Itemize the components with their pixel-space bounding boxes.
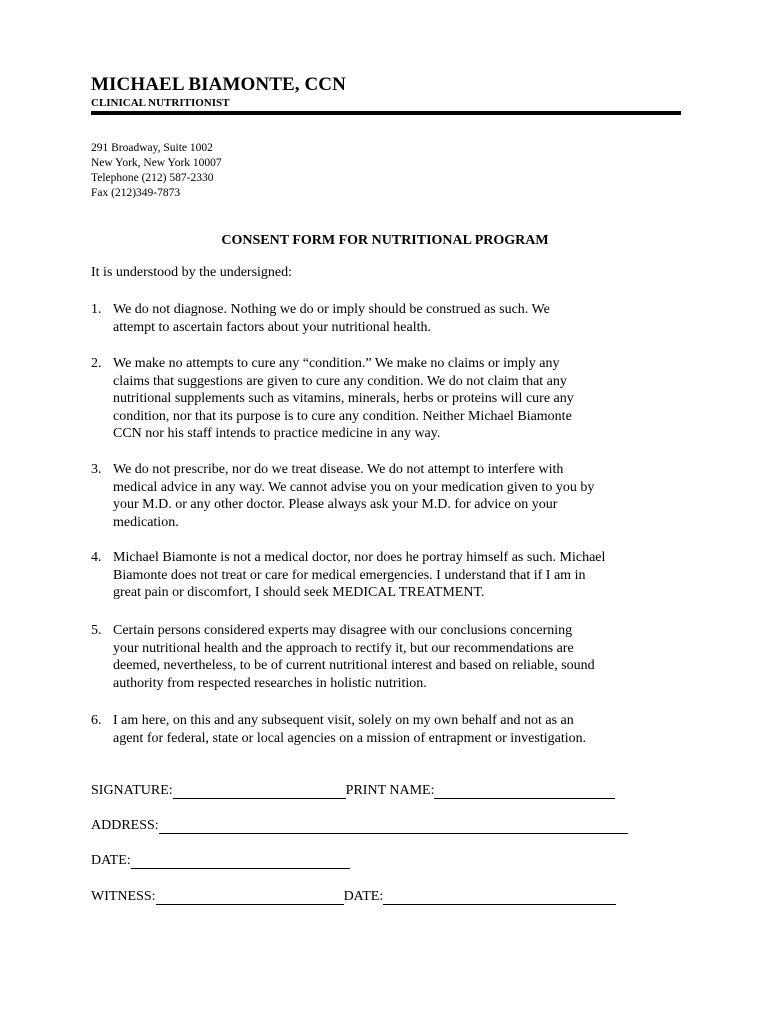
date-row	[91, 853, 350, 869]
address-fax: Fax (212)349-7873	[91, 187, 181, 199]
statement-line: your nutritional health and the approach to rectify it, but our recommendations are	[113, 640, 574, 656]
statement-line: great pain or discomfort, I should seek MEDICAL TREATMENT.	[113, 585, 485, 601]
statement-line: medication.	[113, 514, 179, 530]
statement-number: 3.	[91, 462, 102, 477]
address-label: ADDRESS:	[91, 818, 159, 833]
witness-row	[91, 889, 616, 905]
print-name-label: PRINT NAME:	[345, 783, 435, 798]
statement-number: 6.	[91, 713, 102, 728]
consent-statement-2	[91, 355, 574, 443]
statement-line: I am here, on this and any subsequent visit, solely on my own behalf and not as an	[113, 713, 574, 728]
witness-date-label: DATE:	[343, 889, 384, 904]
address-street: 291 Broadway, Suite 1002	[91, 142, 213, 154]
witness-date-field[interactable]	[383, 890, 616, 905]
consent-statement-4	[91, 549, 605, 602]
address-field[interactable]	[159, 819, 628, 834]
statement-line: medical advice in any way. We cannot advise you on your medication given to you by	[113, 479, 595, 495]
statement-line: condition, nor that its purpose is to cure any condition. Neither Michael Biamonte	[113, 408, 572, 424]
header-divider	[91, 111, 681, 115]
contact-address-block	[91, 141, 222, 201]
date-label: DATE:	[91, 853, 131, 868]
practitioner-title: CLINICAL NUTRITIONIST	[91, 97, 230, 109]
address-city: New York, New York 10007	[91, 157, 222, 169]
witness-label: WITNESS:	[91, 889, 156, 904]
address-row	[91, 818, 628, 834]
statement-line: claims that suggestions are given to cure any condition. We do not claim that any	[113, 373, 567, 389]
form-title: CONSENT FORM FOR NUTRITIONAL PROGRAM	[221, 233, 549, 248]
statement-line: We do not prescribe, nor do we treat disease. We do not attempt to interfere with	[113, 462, 564, 477]
signature-row	[91, 783, 615, 799]
statement-line: Michael Biamonte is not a medical doctor, nor does he portray himself as such. Michael	[113, 550, 606, 565]
statement-number: 4.	[91, 550, 102, 565]
statement-line: attempt to ascertain factors about your nutritional health.	[113, 319, 432, 335]
statement-line: agent for federal, state or local agencies on a mission of entrapment or investigation.	[113, 730, 587, 746]
practitioner-name: MICHAEL BIAMONTE, CCN	[91, 74, 346, 95]
witness-field[interactable]	[156, 890, 344, 905]
statement-number: 5.	[91, 623, 102, 638]
statement-line: We do not diagnose. Nothing we do or imply should be construed as such. We	[113, 302, 550, 317]
print-name-field[interactable]	[434, 784, 615, 799]
statement-line: Certain persons considered experts may disagree with our conclusions concerning	[113, 623, 573, 638]
form-intro: It is understood by the undersigned:	[91, 265, 293, 280]
signature-label: SIGNATURE:	[91, 783, 173, 798]
statement-number: 2.	[91, 356, 102, 371]
date-field[interactable]	[131, 854, 350, 869]
statement-line: Biamonte does not treat or care for medical emergencies. I understand that if I am in	[113, 567, 586, 583]
statement-number: 1.	[91, 302, 102, 317]
consent-statement-1	[91, 301, 550, 336]
statement-line: nutritional supplements such as vitamins, minerals, herbs or proteins will cure any	[113, 391, 574, 407]
statement-line: We make no attempts to cure any “condition.” We make no claims or imply any	[113, 356, 560, 371]
statement-line: CCN nor his staff intends to practice medicine in any way.	[113, 426, 441, 442]
statement-line: your M.D. or any other doctor. Please always ask your M.D. for advice on your	[113, 497, 558, 513]
statement-line: deemed, nevertheless, to be of current nutritional interest and based on reliable, sound	[113, 658, 595, 674]
address-telephone: Telephone (212) 587-2330	[91, 172, 214, 184]
consent-statement-3	[91, 461, 594, 531]
statement-line: authority from respected researches in holistic nutrition.	[113, 675, 427, 691]
consent-statement-6	[91, 712, 586, 747]
consent-statement-5	[91, 622, 595, 692]
signature-field[interactable]	[173, 784, 346, 799]
